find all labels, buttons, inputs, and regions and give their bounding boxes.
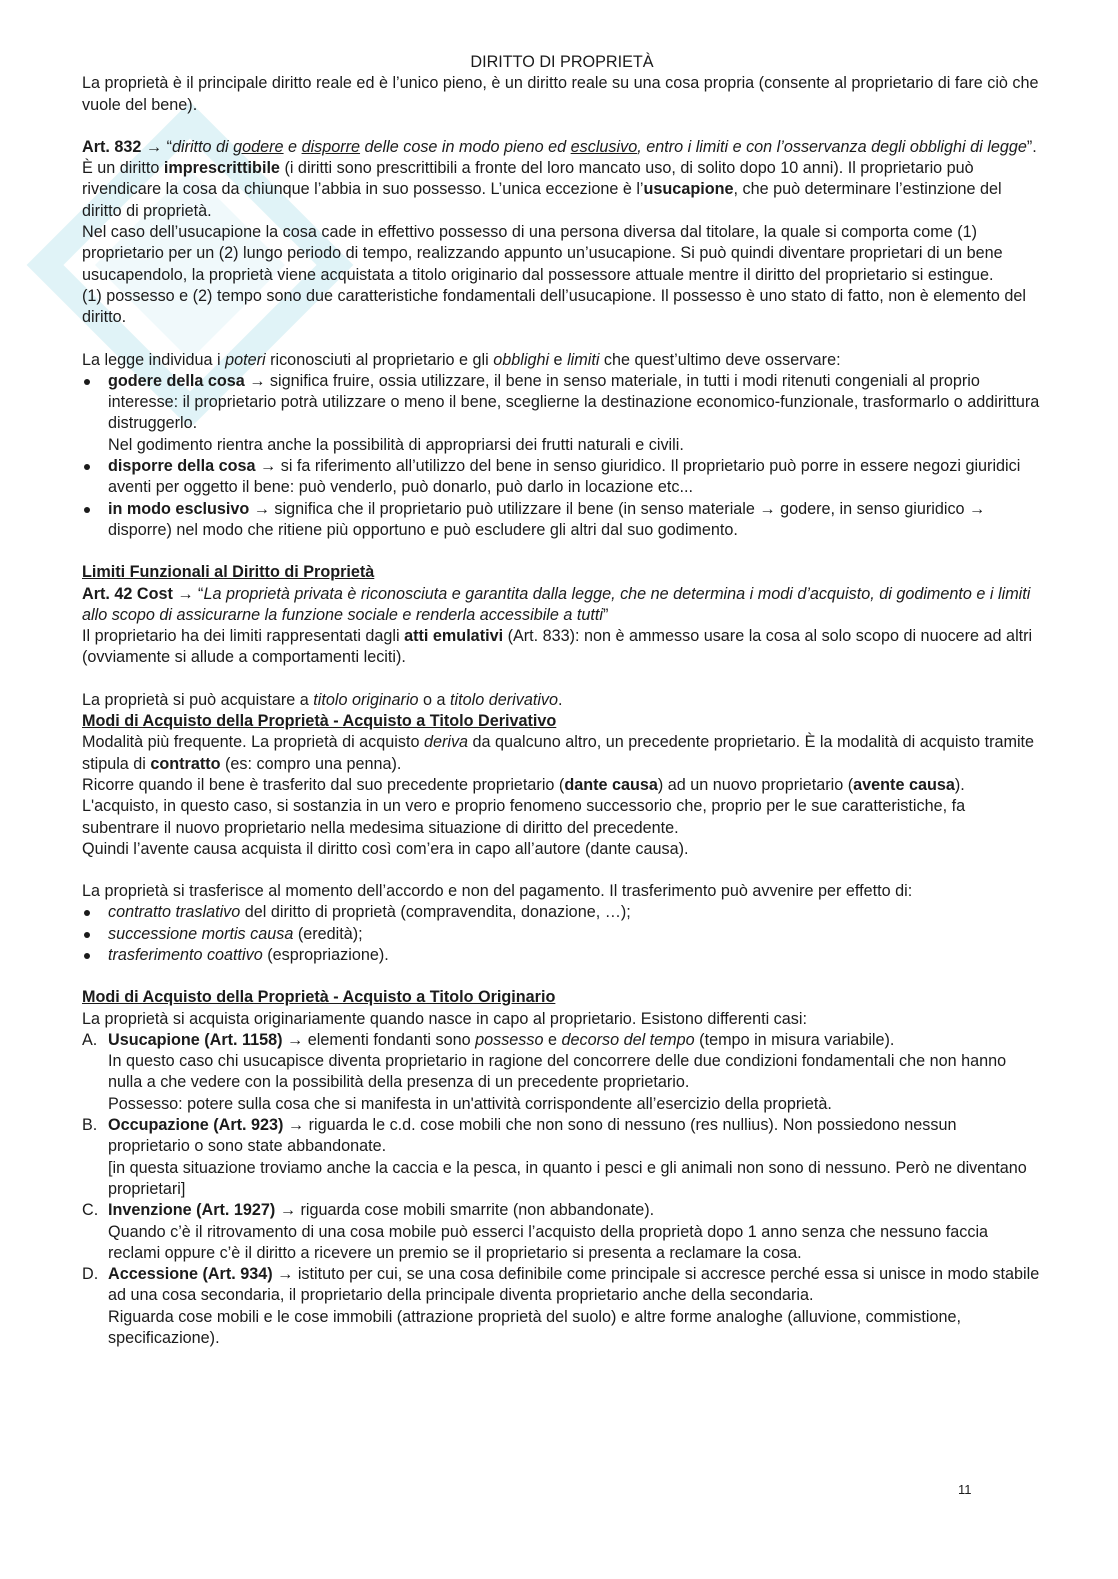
derivativo-p3: L'acquisto, in questo caso, si sostanzia in un vero e proprio fenomeno successorio che, proprio per le sue caratteristiche, fa subentrare il nuovo proprietario nella medesima situazione di diritto del precedente.: [82, 797, 966, 837]
originario-list: [82, 1030, 1042, 1349]
usucapione-paragraph: Nel caso dell’usucapione la cosa cade in effettivo possesso di una persona diversa dal titolare, la quale si comporta come (1) proprietario per un (2) lungo periodo di tempo, realizzando appunto un’usucapione. Si può quindi diventare proprietari di un bene usucapendolo, la proprietà viene acquistata a titolo originario dal possessore attuale mentre il diritto del proprietario si estingue.: [82, 223, 1003, 284]
list-item: successione mortis causa (eredità);: [82, 924, 1042, 945]
section-heading-derivativo: Modi di Acquisto della Proprietà - Acquisto a Titolo Derivativo: [82, 712, 557, 731]
art-42-paragraph: Art. 42 Cost → “La proprietà privata è riconosciuta e garantita dalla legge, che ne determina i modi d’acquisto, di godimento e i limiti allo scopo di assicurarne la funzione sociale e renderla accessibile a tutti”: [82, 584, 1031, 624]
derivativo-p1: Modalità più frequente. La proprietà di acquisto deriva da qualcuno altro, un precedente proprietario. È la modalità di acquisto tramite stipula di contratto (es: compro una penna).: [82, 733, 1035, 773]
possesso-paragraph: (1) possesso e (2) tempo sono due caratteristiche fondamentali dell’usucapione. Il possesso è uno stato di fatto, non è elemento del diritto.: [82, 286, 1026, 327]
powers-list: [82, 371, 1042, 541]
acquisto-paragraph: La proprietà si può acquistare a titolo originario o a titolo derivativo.: [82, 690, 563, 709]
derivativo-p4: Quindi l’avente causa acquista il diritto così com’era in capo all’autore (dante causa).: [82, 839, 689, 858]
list-item: contratto traslativo del diritto di proprietà (compravendita, donazione, …);: [82, 902, 1042, 923]
transfer-list: [82, 902, 1042, 966]
imprescrittibile-paragraph: È un diritto imprescrittibile (i diritti sono prescrittibili a fronte del loro mancato uso, di solito dopo 10 anni). Il proprietario può rivendicare la cosa da chiunque l’abbia in suo possesso. L’unica eccezione è l’usucapione, che può determinare l’estinzione del diritto di proprietà.: [82, 159, 1002, 220]
list-item: D. Accessione (Art. 934) → istituto per cui, se una cosa definibile come principale si accresce perché essa si unisce in modo stabile ad una cosa secondaria, il proprietario della principale diventa proprietario anche della secondaria. Riguarda cose mobili e le cose immobili (attrazione proprietà del suolo) e altre forme analoghe (alluvione, commistione, specificazione).: [82, 1265, 1040, 1348]
page-title: DIRITTO DI PROPRIETÀ: [470, 53, 654, 71]
intro-paragraph: La proprietà è il principale diritto reale ed è l’unico pieno, è un diritto reale su una cosa propria (consente al proprietario di fare ciò che vuole del bene).: [82, 74, 1039, 114]
section-heading-limiti: Limiti Funzionali al Diritto di Proprietà: [82, 563, 375, 582]
art-832-paragraph: Art. 832 → “diritto di godere e disporre delle cose in modo pieno ed esclusivo, entro i limiti e con l’osservanza degli obblighi di legge”.: [82, 137, 1037, 156]
legge-paragraph: La legge individua i poteri riconosciuti al proprietario e gli obblighi e limiti che quest’ultimo deve osservare:: [82, 350, 841, 369]
list-item: B. Occupazione (Art. 923) → riguarda le c.d. cose mobili che non sono di nessuno (res nullius). Non possiedono nessun proprietario o sono state abbandonate. [in questa situazione troviamo anche la caccia e la pesca, in quanto i pesci e gli animali non sono di nessuno. Però ne diventano proprietari]: [82, 1116, 1027, 1198]
derivativo-p2: Ricorre quando il bene è trasferito dal suo precedente proprietario (dante causa) ad un nuovo proprietario (avente causa).: [82, 775, 965, 794]
document-body: [82, 52, 1042, 1349]
derivativo-p5: La proprietà si trasferisce al momento dell’accordo e non del pagamento. Il trasferimento può avvenire per effetto di:: [82, 882, 913, 901]
list-item: godere della cosa → significa fruire, ossia utilizzare, il bene in senso materiale, in tutti i modi ritenuti congeniali al proprio interesse: il proprietario potrà utilizzare o meno il bene, sceglierne la destinazione economico-funzionale, trasformarlo o addirittura distruggerlo. Nel godimento rientra anche la possibilità di appropriarsi dei frutti naturali e civili.: [82, 371, 1042, 456]
list-item: trasferimento coattivo (espropriazione).: [82, 945, 1042, 966]
list-item: C. Invenzione (Art. 1927) → riguarda cose mobili smarrite (non abbandonate). Quando c’è il ritrovamento di una cosa mobile può esserci l’acquisto della proprietà dopo 1 anno senza che nessuno faccia reclami oppure c’è il diritto a ricevere un premio se il proprietario si presenta a reclamare la cosa.: [82, 1201, 989, 1262]
section-heading-originario: Modi di Acquisto della Proprietà - Acquisto a Titolo Originario: [82, 988, 556, 1007]
page-number: 11: [958, 1482, 972, 1497]
list-item: disporre della cosa → si fa riferimento all’utilizzo del bene in senso giuridico. Il proprietario può porre in essere negozi giuridici aventi per oggetto il bene: può venderlo, può donarlo, può darlo in locazione etc...: [82, 456, 1042, 499]
atti-emulativi-paragraph: Il proprietario ha dei limiti rappresentati dagli atti emulativi (Art. 833): non è ammesso usare la cosa al solo scopo di nuocere ad altri (ovviamente si allude a comportamenti leciti).: [82, 627, 1033, 667]
list-item: in modo esclusivo → significa che il proprietario può utilizzare il bene (in senso materiale → godere, in senso giuridico → disporre) nel modo che ritiene più opportuno e può escludere gli altri dal suo godimento.: [82, 499, 1042, 542]
list-item: A. Usucapione (Art. 1158) → elementi fondanti sono possesso e decorso del tempo (tempo in misura variabile). In questo caso chi usucapisce diventa proprietario in ragione del concorrere delle due condizioni fondamentali che non hanno nulla a che vedere con la possibilità della presenza di un precedente proprietario. Possesso: potere sulla cosa che si manifesta in un'attività corrispondente all’esercizio della proprietà.: [82, 1030, 1007, 1113]
originario-intro: La proprietà si acquista originariamente quando nasce in capo al proprietario. Esistono differenti casi:: [82, 1009, 807, 1028]
